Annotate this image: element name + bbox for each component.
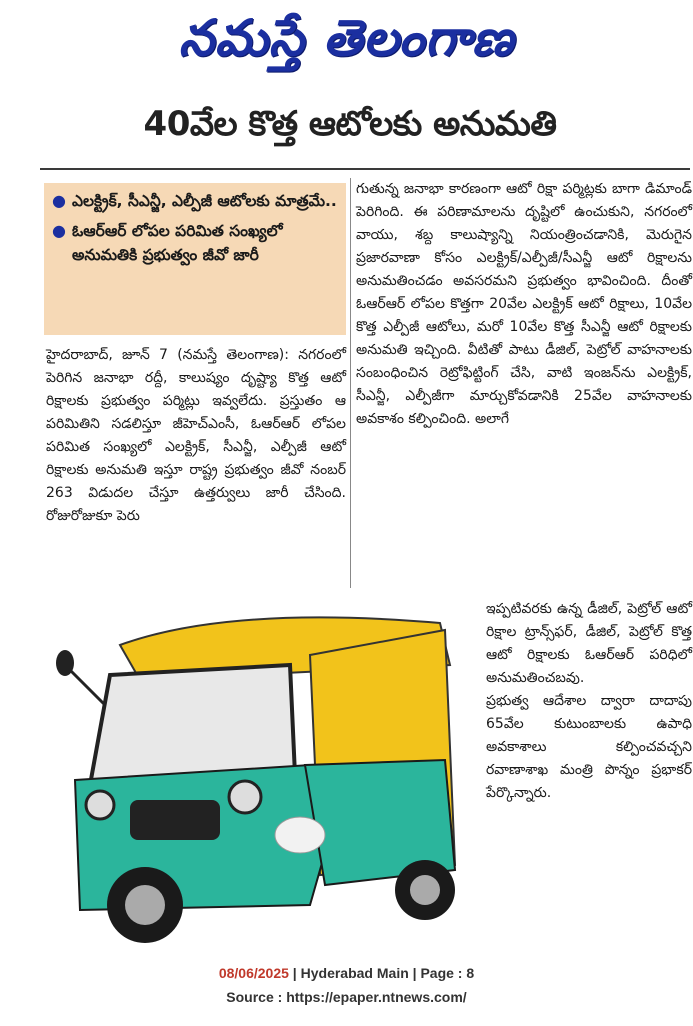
article-paragraph: ప్రభుత్వ ఆదేశాల ద్వారా దాదాపు 65వేల కుటుంబాలకు ఉపాధి అవకాశాలు కల్పించవచ్చని రవాణాశాఖ మంత్రి పొన్నం ప్రభాకర్ పేర్కొన్నారు. [486, 693, 692, 801]
headline: 40వేల కొత్త ఆటోలకు అనుమతి [143, 104, 557, 144]
highlights-box [44, 183, 346, 335]
footer-line [0, 965, 693, 981]
article-paragraph: హైదరాబాద్, జూన్ 7 (నమస్తే తెలంగాణ): నగరంలో పెరిగిన జనాభా రద్దీ, కాలుష్యం దృష్ట్యా కొత్త ఆటో రిక్షాలకు ప్రభుత్వం పర్మిట్లు ఇవ్వలేదు. ప్రస్తుతం ఆ పరిమితిని సడలిస్తూ జీహెచ్ఎంసీ, ఓఆర్ఆర్ లోపల పరిమిత సంఖ్యలో ఎలక్ట్రిక్, సీఎన్జీ, ఎల్పీజీ ఆటో రిక్షాలకు అనుమతి ఇస్తూ రాష్ట్ర ప్రభుత్వం జీవో నంబర్ 263 విడుదల చేస్తూ ఉత్తర్వులు జారీ చేసింది. రోజురోజుకూ పెరు [46, 347, 346, 524]
bullet-icon: ● [52, 191, 66, 210]
masthead-title: నమస్తే తెలంగాణ [178, 8, 515, 67]
footer-date: 08/06/2025 [218, 965, 289, 981]
article-narrow-column [486, 598, 692, 805]
auto-rickshaw-image [50, 605, 490, 950]
highlight-text: ఎలక్ట్రిక్, సీఎన్జీ, ఎల్పీజీ ఆటోలకు మాత్రమే.. [71, 192, 337, 210]
footer-source: Source : https://epaper.ntnews.com/ [226, 989, 467, 1005]
article-paragraph: గుతున్న జనాభా కారణంగా ఆటో రిక్షా పర్మిట్లకు బాగా డిమాండ్ పెరిగింది. ఈ పరిణామాలను దృష్టిలో ఉంచుకుని, నగరంలో వాయు, శబ్ద కాలుష్యాన్ని నియంత్రించడానికి, మెరుగైన ప్రజారవాణా కోసం ఎలక్ట్రిక్/ఎల్పీజీ/సీఎన్జీ ఆటో రిక్షాలను అనుమతించడం అవసరమని ప్రభుత్వం భావించింది. దీంతో ఓఆర్ఆర్ లోపల కొత్తగా 20వేల ఎలక్ట్రిక్ ఆటో రిక్షాలు, 10వేల కొత్త ఎల్పీజీ ఆటోలు, మరో 10వేల కొత్త సీఎన్జీ ఆటో రిక్షాలకు అనుమతి ఇచ్చింది. వీటితో పాటు డీజిల్, పెట్రోల్ వాహనాలకు సంబంధించిన రెట్రోఫిట్టింగ్ చేసి, వాటి ఇంజన్‌ను ఎలక్ట్రిక్, సీఎన్జీ, ఎల్పీజీగా మార్చుకోవడానికి 25వేల వాహనాలకు అవకాశం కల్పించింది. అలాగే [356, 181, 692, 427]
column-divider [350, 178, 351, 588]
headline-rule [40, 168, 690, 170]
bullet-icon: ● [52, 221, 66, 240]
highlight-text: ఓఆర్ఆర్ లోపల పరిమిత సంఖ్యలో అనుమతికి ప్రభుత్వం జీవో జారీ [71, 222, 283, 264]
article-right-column [356, 178, 692, 431]
article-left-column [46, 344, 346, 528]
footer-edition: | Hyderabad Main | Page : 8 [288, 965, 475, 981]
masthead [0, 8, 693, 78]
highlight-item [52, 189, 338, 213]
highlight-item [52, 219, 338, 267]
article-paragraph: ఇప్పటివరకు ఉన్న డీజిల్, పెట్రోల్ ఆటో రిక్షాల ట్రాన్స్‌ఫర్, డీజిల్, పెట్రోల్ కొత్త ఆటో రిక్షాలకు ఓఆర్ఆర్ పరిధిలో అనుమతించబవు. [486, 601, 692, 686]
